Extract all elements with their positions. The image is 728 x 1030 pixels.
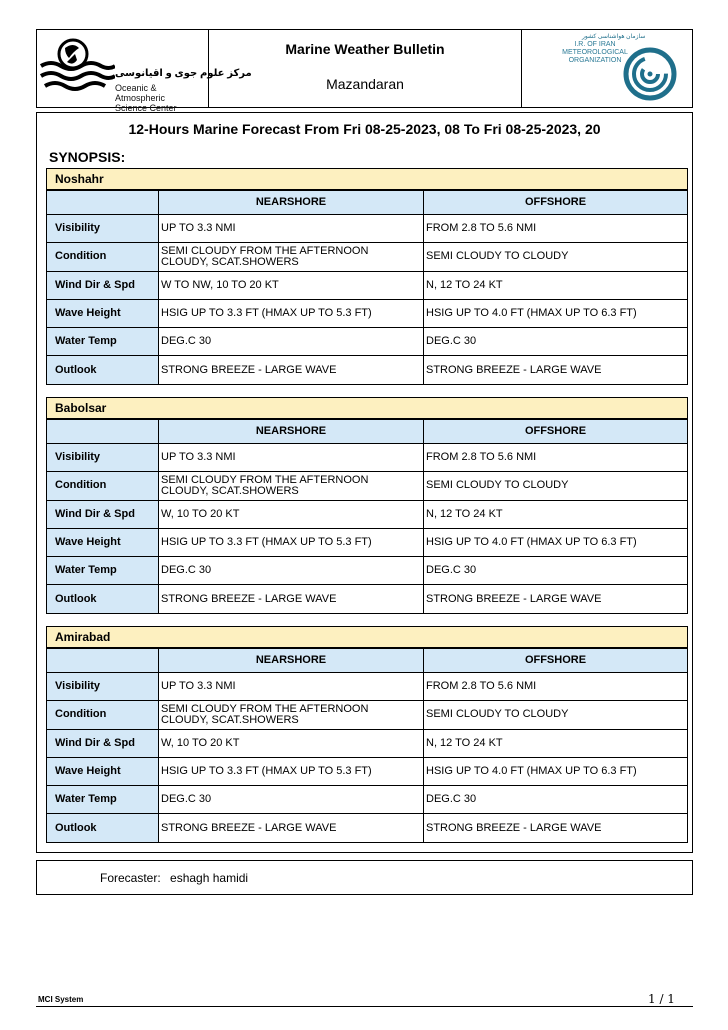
condition-offshore: SEMI CLOUDY TO CLOUDY xyxy=(424,701,688,729)
condition-nearshore-line1: SEMI CLOUDY FROM THE AFTERNOON xyxy=(161,244,369,257)
wind-offshore: N, 12 TO 24 KT xyxy=(424,271,688,299)
table-row xyxy=(47,472,688,500)
table-row xyxy=(47,701,688,729)
footer-divider xyxy=(36,1006,693,1007)
table-row xyxy=(47,585,688,613)
left-org-persian-name: مرکز علوم جوی و اقیانوسی xyxy=(115,68,252,79)
table-row xyxy=(47,557,688,585)
visibility-offshore: FROM 2.8 TO 5.6 NMI xyxy=(424,444,688,472)
water-temp-nearshore: DEG.C 30 xyxy=(159,786,424,814)
right-logo-block xyxy=(522,30,692,107)
wind-nearshore: W, 10 TO 20 KT xyxy=(159,729,424,757)
wind-label: Wind Dir & Spd xyxy=(47,271,159,299)
outlook-nearshore: STRONG BREEZE - LARGE WAVE xyxy=(159,585,424,613)
visibility-nearshore: UP TO 3.3 NMI xyxy=(159,444,424,472)
station-name: Babolsar xyxy=(46,397,688,419)
condition-offshore: SEMI CLOUDY TO CLOUDY xyxy=(424,243,688,271)
wave-nearshore: HSIG UP TO 3.3 FT (HMAX UP TO 5.3 FT) xyxy=(159,528,424,556)
nearshore-header: NEARSHORE xyxy=(159,420,424,444)
water-temp-offshore: DEG.C 30 xyxy=(424,328,688,356)
left-logo-block xyxy=(37,30,252,113)
condition-nearshore xyxy=(159,243,424,271)
outlook-label: Outlook xyxy=(47,356,159,384)
wave-offshore: HSIG UP TO 4.0 FT (HMAX UP TO 6.3 FT) xyxy=(424,757,688,785)
water-temp-label: Water Temp xyxy=(47,786,159,814)
visibility-label: Visibility xyxy=(47,673,159,701)
outlook-offshore: STRONG BREEZE - LARGE WAVE xyxy=(424,356,688,384)
station-name: Noshahr xyxy=(46,168,688,190)
station-section-amirabad xyxy=(46,626,688,843)
condition-nearshore-line1: SEMI CLOUDY FROM THE AFTERNOON xyxy=(161,473,369,486)
forecast-panel xyxy=(36,112,693,853)
water-temp-label: Water Temp xyxy=(47,557,159,585)
nearshore-header: NEARSHORE xyxy=(159,649,424,673)
wind-offshore: N, 12 TO 24 KT xyxy=(424,500,688,528)
visibility-offshore: FROM 2.8 TO 5.6 NMI xyxy=(424,673,688,701)
table-row xyxy=(47,243,688,271)
table-row xyxy=(47,356,688,384)
table-row xyxy=(47,729,688,757)
table-row xyxy=(47,528,688,556)
table-header-row xyxy=(47,191,688,215)
water-temp-offshore: DEG.C 30 xyxy=(424,557,688,585)
corner-cell xyxy=(47,191,159,215)
page-number: 1 / 1 xyxy=(648,992,675,1006)
visibility-nearshore: UP TO 3.3 NMI xyxy=(159,215,424,243)
left-org-english-name xyxy=(115,83,208,113)
table-row xyxy=(47,673,688,701)
water-temp-label: Water Temp xyxy=(47,328,159,356)
outlook-label: Outlook xyxy=(47,814,159,842)
condition-label: Condition xyxy=(47,243,159,271)
table-row xyxy=(47,757,688,785)
station-forecast-table xyxy=(46,648,688,843)
forecaster-box xyxy=(36,860,693,895)
water-temp-nearshore: DEG.C 30 xyxy=(159,328,424,356)
wind-offshore: N, 12 TO 24 KT xyxy=(424,729,688,757)
wind-label: Wind Dir & Spd xyxy=(47,729,159,757)
offshore-header: OFFSHORE xyxy=(424,649,688,673)
outlook-offshore: STRONG BREEZE - LARGE WAVE xyxy=(424,585,688,613)
table-row xyxy=(47,814,688,842)
outlook-nearshore: STRONG BREEZE - LARGE WAVE xyxy=(159,814,424,842)
outlook-offshore: STRONG BREEZE - LARGE WAVE xyxy=(424,814,688,842)
condition-offshore: SEMI CLOUDY TO CLOUDY xyxy=(424,472,688,500)
table-row xyxy=(47,271,688,299)
visibility-nearshore: UP TO 3.3 NMI xyxy=(159,673,424,701)
condition-label: Condition xyxy=(47,472,159,500)
visibility-label: Visibility xyxy=(47,215,159,243)
table-header-row xyxy=(47,420,688,444)
wave-label: Wave Height xyxy=(47,528,159,556)
nearshore-header: NEARSHORE xyxy=(159,191,424,215)
wind-label: Wind Dir & Spd xyxy=(47,500,159,528)
meteorological-organization-logo-icon xyxy=(622,38,678,102)
station-forecast-table xyxy=(46,419,688,614)
bulletin-header xyxy=(36,29,693,113)
wave-offshore: HSIG UP TO 4.0 FT (HMAX UP TO 6.3 FT) xyxy=(424,528,688,556)
forecaster-name: eshagh hamidi xyxy=(170,871,249,885)
corner-cell xyxy=(47,649,159,673)
outlook-label: Outlook xyxy=(47,585,159,613)
visibility-label: Visibility xyxy=(47,444,159,472)
table-row xyxy=(47,215,688,243)
table-row xyxy=(47,786,688,814)
header-title-block xyxy=(209,30,522,107)
synopsis-label: SYNOPSIS: xyxy=(49,149,126,165)
wind-nearshore: W TO NW, 10 TO 20 KT xyxy=(159,271,424,299)
condition-label: Condition xyxy=(47,701,159,729)
wave-offshore: HSIG UP TO 4.0 FT (HMAX UP TO 6.3 FT) xyxy=(424,299,688,327)
condition-nearshore-line1: SEMI CLOUDY FROM THE AFTERNOON xyxy=(161,702,369,715)
left-org-english-line2: Science Center xyxy=(115,103,177,113)
left-org-english-line1: Oceanic & Atmospheric xyxy=(115,83,166,103)
forecaster-label: Forecaster: xyxy=(100,871,161,885)
station-section-babolsar xyxy=(46,397,688,614)
oceanic-atmospheric-logo-icon xyxy=(39,36,115,102)
station-name: Amirabad xyxy=(46,626,688,648)
outlook-nearshore: STRONG BREEZE - LARGE WAVE xyxy=(159,356,424,384)
visibility-offshore: FROM 2.8 TO 5.6 NMI xyxy=(424,215,688,243)
bulletin-region: Mazandaran xyxy=(326,76,404,92)
table-row xyxy=(47,299,688,327)
condition-nearshore xyxy=(159,472,424,500)
table-row xyxy=(47,444,688,472)
offshore-header: OFFSHORE xyxy=(424,420,688,444)
water-temp-offshore: DEG.C 30 xyxy=(424,786,688,814)
footer-system-name: MCI System xyxy=(38,995,84,1004)
table-row xyxy=(47,500,688,528)
station-forecast-table xyxy=(46,190,688,385)
water-temp-nearshore: DEG.C 30 xyxy=(159,557,424,585)
table-header-row xyxy=(47,649,688,673)
offshore-header: OFFSHORE xyxy=(424,191,688,215)
bulletin-title: Marine Weather Bulletin xyxy=(285,41,445,57)
right-org-english-name: I.R. OF IRAN METEOROLOGICAL ORGANIZATION xyxy=(562,41,628,64)
wave-label: Wave Height xyxy=(47,757,159,785)
condition-nearshore xyxy=(159,701,424,729)
condition-nearshore-line2: CLOUDY, SCAT.SHOWERS xyxy=(161,484,299,497)
wave-label: Wave Height xyxy=(47,299,159,327)
forecast-period-title: 12-Hours Marine Forecast From Fri 08-25-2023, 08 To Fri 08-25-2023, 20 xyxy=(128,121,601,137)
right-org-persian-name: سازمان هواشناسی کشور xyxy=(582,34,646,40)
station-section-noshahr xyxy=(46,168,688,385)
wind-nearshore: W, 10 TO 20 KT xyxy=(159,500,424,528)
wave-nearshore: HSIG UP TO 3.3 FT (HMAX UP TO 5.3 FT) xyxy=(159,757,424,785)
corner-cell xyxy=(47,420,159,444)
condition-nearshore-line2: CLOUDY, SCAT.SHOWERS xyxy=(161,255,299,268)
table-row xyxy=(47,328,688,356)
wave-nearshore: HSIG UP TO 3.3 FT (HMAX UP TO 5.3 FT) xyxy=(159,299,424,327)
condition-nearshore-line2: CLOUDY, SCAT.SHOWERS xyxy=(161,713,299,726)
